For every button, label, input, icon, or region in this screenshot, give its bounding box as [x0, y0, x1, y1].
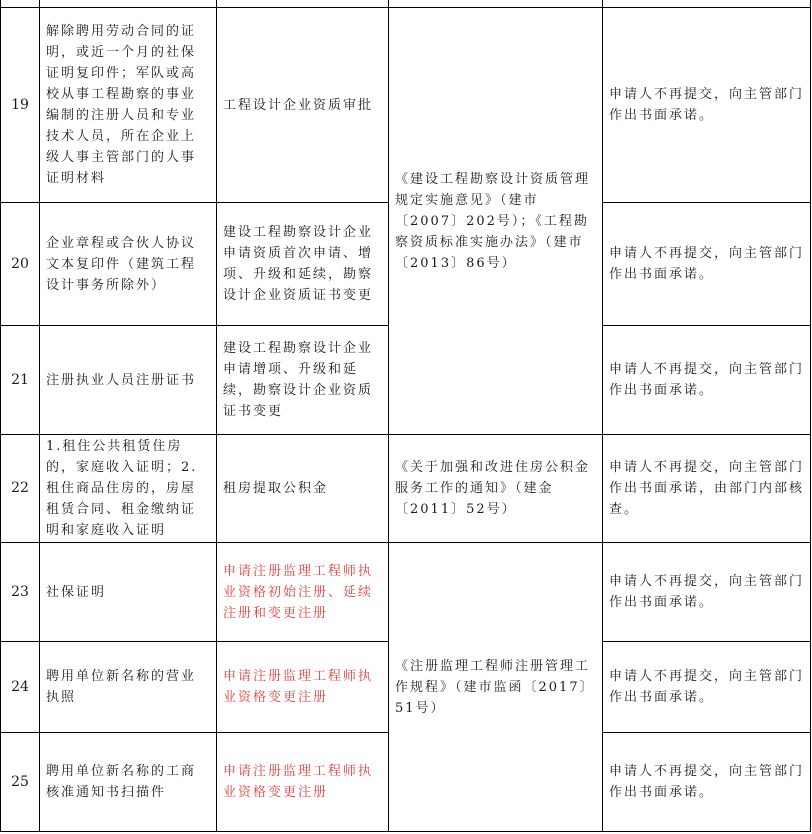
- material-cell: 社保证明: [40, 543, 217, 642]
- measure-cell: 申请人不再提交，向主管部门作出书面承诺，由部门内部核查。: [603, 435, 811, 543]
- basis-cell: 《建设工程勘察设计资质管理规定实施意见》（建市〔2007〕202号）；《工程勘察资质标准实施办法》（建市〔2013〕86号）: [389, 8, 603, 435]
- basis-cell: 《注册监理工程师注册管理工作规程》（建市监函〔2017〕51号）: [389, 543, 603, 832]
- material-cell: 注册执业人员注册证书: [40, 326, 217, 435]
- material-cell: 聘用单位新名称的营业执照: [40, 642, 217, 733]
- row-number: 23: [1, 543, 40, 642]
- table-row: [1, 435, 811, 543]
- measure-cell: 申请人不再提交，向主管部门作出书面承诺。: [603, 733, 811, 832]
- measure-cell: 申请人不再提交，向主管部门作出书面承诺。: [603, 203, 811, 326]
- table-row: [1, 8, 811, 203]
- measure-cell: 申请人不再提交，向主管部门作出书面承诺。: [603, 8, 811, 203]
- measure-cell: 申请人不再提交，向主管部门作出书面承诺。: [603, 326, 811, 435]
- measure-cell: 申请人不再提交，向主管部门作出书面承诺。: [603, 642, 811, 733]
- basis-cell: 《关于加强和改进住房公积金服务工作的通知》（建金〔2011〕52号）: [389, 435, 603, 543]
- row-number: 22: [1, 435, 40, 543]
- table-top-gap: [1, 0, 811, 8]
- row-number: 21: [1, 326, 40, 435]
- material-cell: 解除聘用劳动合同的证明，或近一个月的社保证明复印件；军队或高校从事工程勘察的事业编制的注册人员和专业技术人员，所在企业上级人事主管部门的人事证明材料: [40, 8, 217, 203]
- material-cell: 1.租住公共租赁住房的，家庭收入证明；2.租住商品住房的，房屋租赁合同、租金缴纳证明和家庭收入证明: [40, 435, 217, 543]
- item-cell: 申请注册监理工程师执业资格初始注册、延续注册和变更注册: [217, 543, 389, 642]
- row-number: 19: [1, 8, 40, 203]
- item-cell: 建设工程勘察设计企业申请增项、升级和延续，勘察设计企业资质证书变更: [217, 326, 389, 435]
- item-cell: 工程设计企业资质审批: [217, 8, 389, 203]
- item-cell: 申请注册监理工程师执业资格变更注册: [217, 642, 389, 733]
- material-cell: 聘用单位新名称的工商核准通知书扫描件: [40, 733, 217, 832]
- item-cell: 申请注册监理工程师执业资格变更注册: [217, 733, 389, 832]
- row-number: 25: [1, 733, 40, 832]
- item-cell: 租房提取公积金: [217, 435, 389, 543]
- measure-cell: 申请人不再提交，向主管部门作出书面承诺。: [603, 543, 811, 642]
- item-cell: 建设工程勘察设计企业申请资质首次申请、增项、升级和延续，勘察设计企业资质证书变更: [217, 203, 389, 326]
- row-number: 20: [1, 203, 40, 326]
- material-cell: 企业章程或合伙人协议文本复印件（建筑工程设计事务所除外）: [40, 203, 217, 326]
- row-number: 24: [1, 642, 40, 733]
- table-row: [1, 543, 811, 642]
